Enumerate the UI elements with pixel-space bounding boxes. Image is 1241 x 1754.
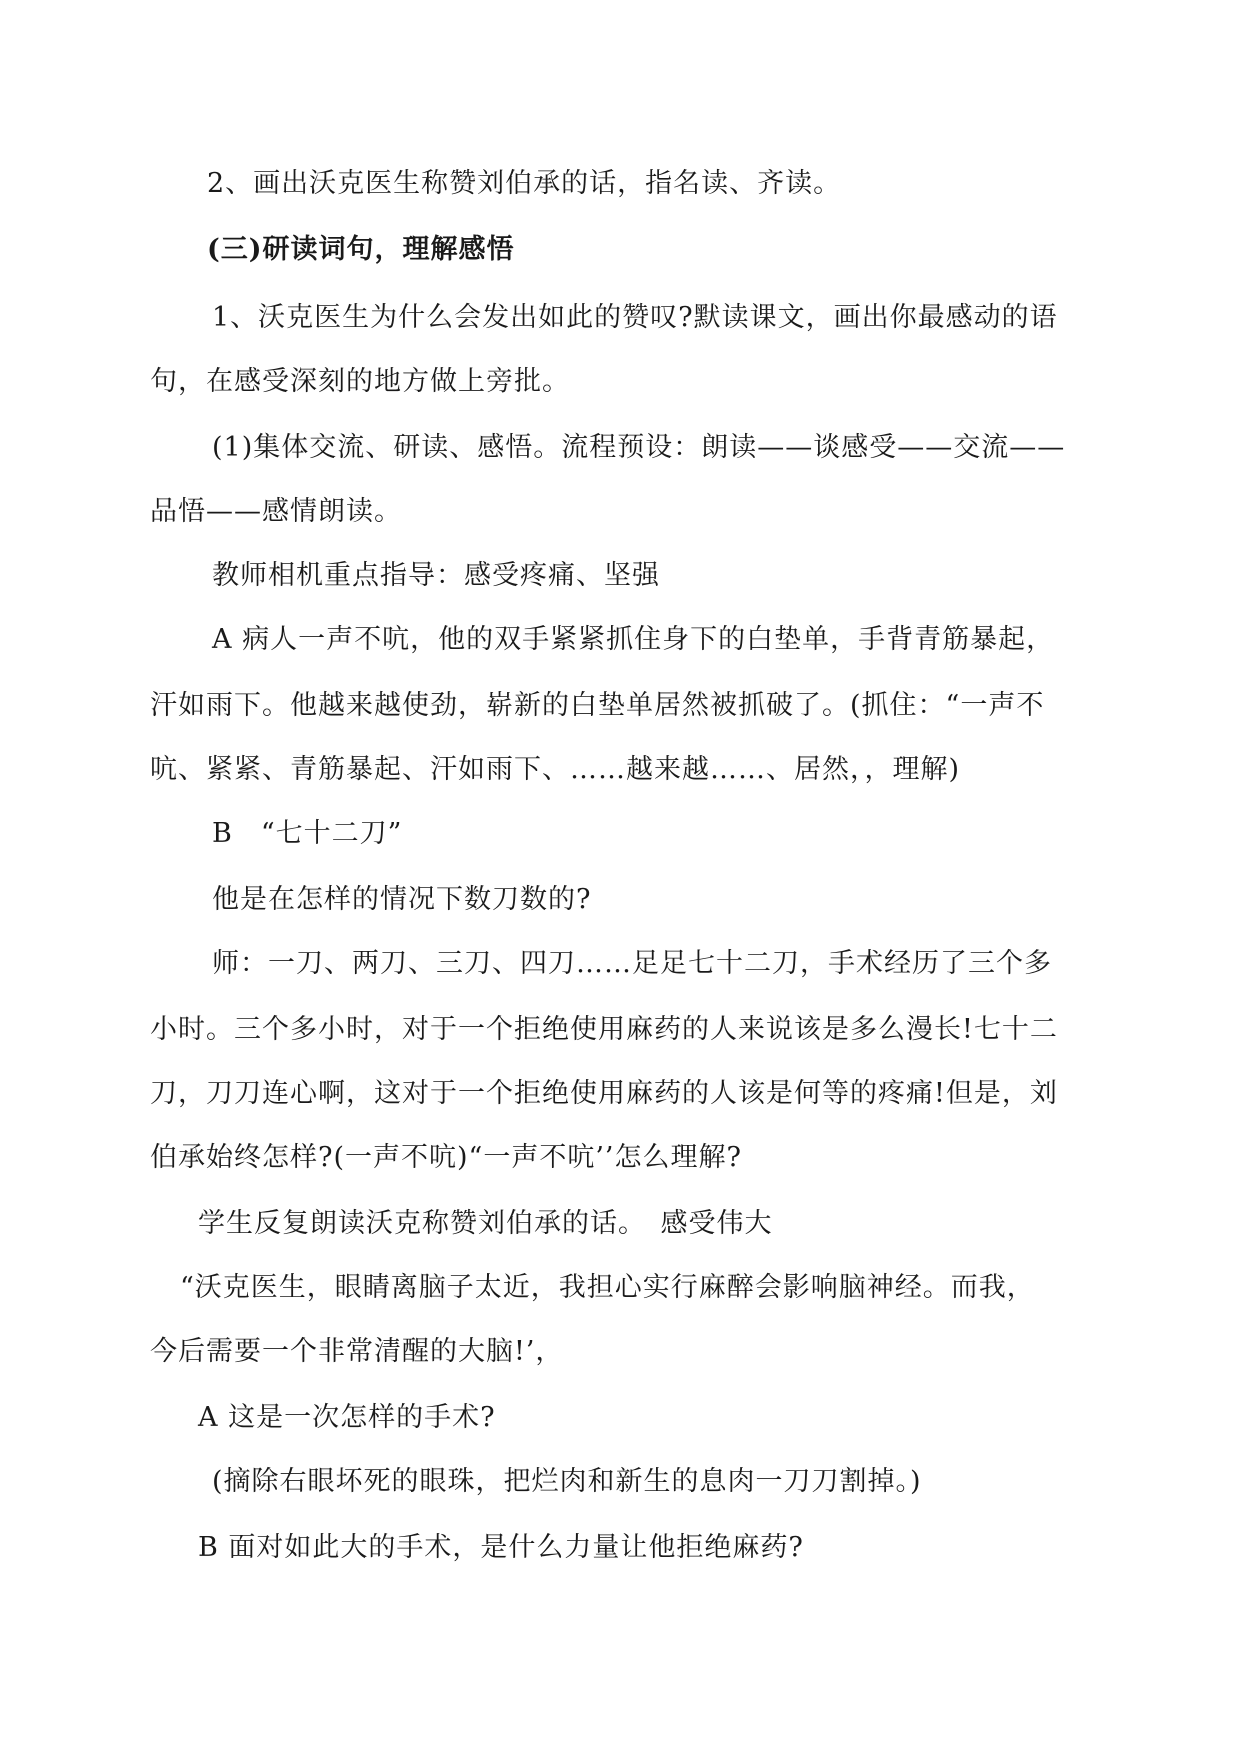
paragraph-teacher-line-1: 师：一刀、两刀、三刀、四刀……足足七十二刀，手术经历了三个多: [212, 948, 1052, 979]
paragraph-flow-line-2: 品悟——感情朗读。: [150, 496, 402, 527]
paragraph-question-b: B 面对如此大的手术，是什么力量让他拒绝麻药?: [198, 1532, 804, 1563]
paragraph-b-title: B “七十二刀”: [212, 818, 403, 849]
paragraph-step-1-line-2: 句，在感受深刻的地方做上旁批。: [150, 366, 570, 397]
paragraph-question: 他是在怎样的情况下数刀数的?: [212, 884, 592, 915]
section-heading-3: (三)研读词句，理解感悟: [207, 234, 515, 265]
paragraph-question-a: A 这是一次怎样的手术?: [198, 1402, 496, 1433]
paragraph-guidance: 教师相机重点指导：感受疼痛、坚强: [212, 560, 660, 591]
paragraph-teacher-line-3: 刀，刀刀连心啊，这对于一个拒绝使用麻药的人该是何等的疼痛!但是，刘: [150, 1078, 1058, 1109]
paragraph-students-read: 学生反复朗读沃克称赞刘伯承的话。 感受伟大: [198, 1208, 773, 1239]
paragraph-step-2: 2、画出沃克医生称赞刘伯承的话，指名读、齐读。: [207, 168, 842, 199]
paragraph-answer-a: (摘除右眼坏死的眼珠，把烂肉和新生的息肉一刀刀割掉。): [212, 1466, 922, 1497]
paragraph-quote-line-2: 今后需要一个非常清醒的大脑!’，: [150, 1336, 564, 1367]
paragraph-step-1-line-1: 1、沃克医生为什么会发出如此的赞叹?默读课文，画出你最感动的语: [212, 302, 1058, 333]
paragraph-teacher-line-2: 小时。三个多小时，对于一个拒绝使用麻药的人来说该是多么漫长!七十二: [150, 1014, 1058, 1045]
paragraph-a-line-3: 吭、紧紧、青筋暴起、汗如雨下、……越来越……、居然，，理解): [150, 754, 961, 785]
paragraph-quote-line-1: “沃克医生，眼睛离脑子太近，我担心实行麻醉会影响脑神经。而我，: [180, 1272, 1035, 1303]
paragraph-flow-line-1: (1)集体交流、研读、感悟。流程预设：朗读——谈感受——交流——: [212, 432, 1066, 463]
paragraph-a-line-2: 汗如雨下。他越来越使劲，崭新的白垫单居然被抓破了。(抓住：“一声不: [150, 690, 1045, 721]
paragraph-a-line-1: A 病人一声不吭，他的双手紧紧抓住身下的白垫单，手背青筋暴起，: [212, 624, 1055, 655]
paragraph-teacher-line-4: 伯承始终怎样?(一声不吭)“一声不吭’’怎么理解?: [150, 1142, 742, 1173]
